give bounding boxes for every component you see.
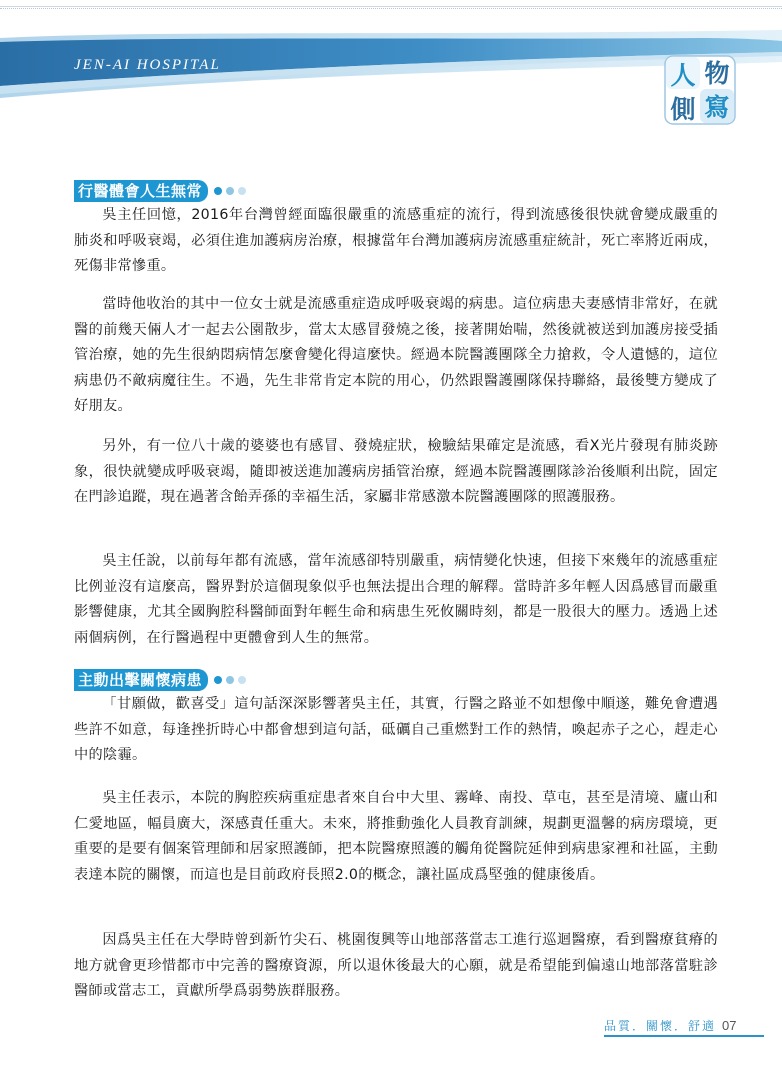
label-char-1: 人 (670, 61, 696, 90)
label-char-4: 寫 (704, 93, 730, 122)
section-heading-text: 行醫體會人生無常 (74, 180, 208, 202)
label-char-2: 物 (704, 59, 730, 88)
paragraph: 當時他收治的其中一位女士就是流感重症造成呼吸衰竭的病患。這位病患夫妻感情非常好，在就醫的前幾天倆人才一起去公園散步，當太太感冒發燒之後，接著開始喘，然後就被送到加護房接受插管治療，她的先生很納悶病情怎麼會變化得這麼快。經過本院醫護團隊全力搶救，令人遺憾的，這位病患仍不敵病魔往生。不過，先生非常肯定本院的用心，仍然跟醫護團隊保持聯絡，最後雙方變成了好朋友。 (74, 296, 718, 414)
section-heading-1 (74, 180, 246, 202)
heading-dot (214, 676, 222, 684)
label-char-3: 側 (670, 95, 696, 124)
hospital-name: JEN-AI HOSPITAL (74, 57, 221, 73)
paragraph: 吳主任表示，本院的胸腔疾病重症患者來自台中大里、霧峰、南投、草屯，甚至是清境、廬山和仁愛地區，幅員廣大，深感責任重大。未來，將推動強化人員教育訓練，規劃更溫馨的病房環境，更重要的是要有個案管理師和居家照護師，把本院醫療照護的觸角從醫院延伸到病患家裡和社區，主動表達本院的關懷，而這也是目前政府長照2.0的概念，讓社區成爲堅強的健康後盾。 (74, 790, 718, 883)
section-heading-2 (74, 669, 246, 691)
heading-dot (238, 187, 246, 195)
section-heading-text: 主動出擊關懷病患 (74, 669, 208, 691)
paragraph: 「甘願做，歡喜受」這句話深深影響著吳主任，其實，行醫之路並不如想像中順遂，難免會遭遇些許不如意，每逢挫折時心中都會想到這句話，砥礪自己重燃對工作的熱情，喚起赤子之心，趕走心中的陰霾。 (74, 696, 718, 763)
page-number: 07 (722, 1018, 737, 1033)
footer-slogan: 品質．關懷．舒適 (604, 1019, 717, 1033)
paragraph: 因爲吳主任在大學時曾到新竹尖石、桃園復興等山地部落當志工進行巡迴醫療，看到醫療貧瘠的地方就會更珍惜都市中完善的醫療資源，所以退休後最大的心願，就是希望能到偏遠山地部落當駐診醫師或當志工，貢獻所學爲弱勢族群服務。 (74, 932, 718, 999)
heading-dot (214, 187, 222, 195)
heading-dot (226, 676, 234, 684)
heading-dot (226, 187, 234, 195)
page-footer (604, 1017, 736, 1034)
paragraph: 吳主任回憶，2016年台灣曾經面臨很嚴重的流感重症的流行，得到流感後很快就會變成嚴重的肺炎和呼吸衰竭，必須住進加護病房治療，根據當年台灣加護病房流感重症統計，死亡率將近兩成，死傷非常慘重。 (74, 207, 718, 274)
paragraph: 吳主任說，以前每年都有流感，當年流感卻特別嚴重，病情變化快速，但接下來幾年的流感重症比例並沒有這麼高，醫界對於這個現象似乎也無法提出合理的解釋。當時許多年輕人因爲感冒而嚴重影響健康，尤其全國胸腔科醫師面對年輕生命和病患生死攸關時刻，都是一股很大的壓力。透過上述兩個病例，在行醫過程中更體會到人生的無常。 (74, 553, 718, 646)
paragraph: 另外，有一位八十歲的婆婆也有感冒、發燒症狀，檢驗結果確定是流感，看X光片發現有肺炎跡象，很快就變成呼吸衰竭，隨即被送進加護病房插管治療，經過本院醫護團隊診治後順利出院，固定在門診追蹤，現在過著含飴弄孫的幸福生活，家屬非常感激本院醫護團隊的照護服務。 (74, 438, 718, 505)
heading-dot (238, 676, 246, 684)
footer-underline (604, 1035, 764, 1037)
column-label (664, 55, 738, 125)
